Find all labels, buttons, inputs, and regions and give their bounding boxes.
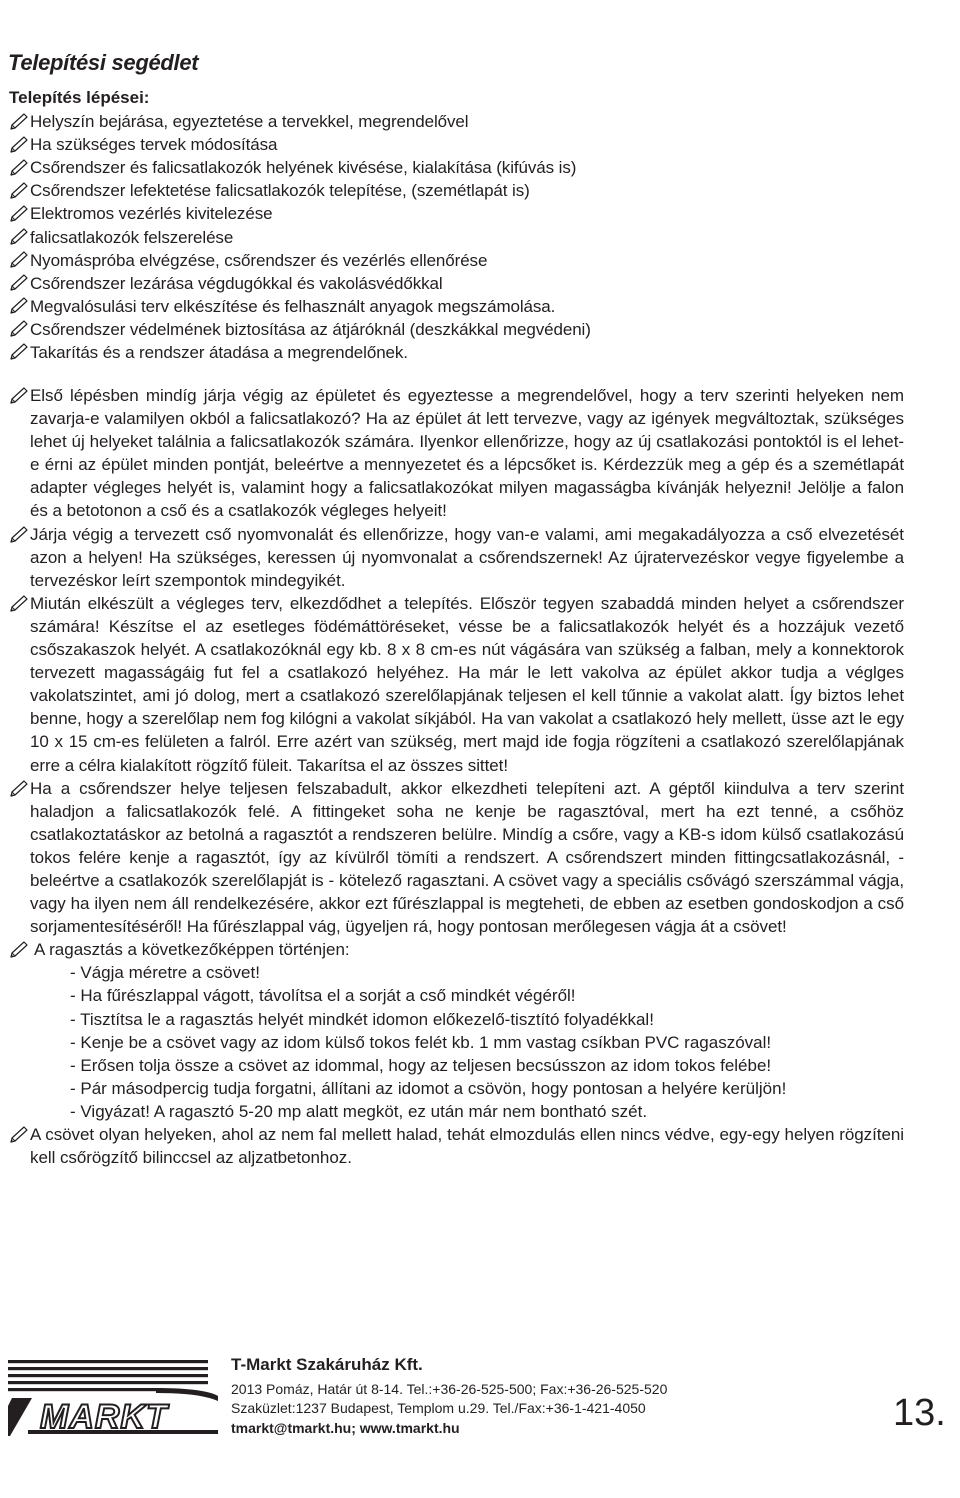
- pencil-icon: [9, 113, 30, 131]
- step-item: Csőrendszer lezárása végdugókkal és vakolásvédőkkal: [9, 272, 949, 295]
- paragraph-preparation: Miután elkészült a végleges terv, elkezdődhet a telepítés. Először tegyen szabaddá minden helyet a csőrendszer számára! Készítse el az esetleges födémáttöréseket, vésse be a falicsatlakozók helyét és a hozzájuk vezető csőszakaszok helyét. A csatlakozóknál egy kb. 8 x 8 cm-es nút vágására van szükség a falban, mely a konnektorok tervezett magasságáig fut fel a csatlakozó helyéhez. Ha már le lett vakolva az épület akkor tudja a véglges vakolatszintet, ami jó dolog, mert a csatlakozó szerelőlapjának teljesen el kell tűnnie a vakolat alatt. Így biztos lehet benne, hogy a szerelőlap nem fog kilógni a vakolat síkjából. Ha van vakolat a csatlakozó hely mellett, üsse azt le egy 10 x 15 cm-es felületen a falról. Erre azért van szükség, mert majd ide fogja rögzíteni a csatlakozó szerelőlapjának erre a célra kialakított rögzítő füleit. Takarítsa el az összes sittet!: [30, 592, 904, 777]
- page-title: Telepítési segédlet: [8, 50, 199, 75]
- step-item: Csőrendszer védelmének biztosítása az átjáróknál (deszkákkal megvédeni): [9, 318, 949, 341]
- step-item: Megvalósulási terv elkészítése és felhasznált anyagok megszámolása.: [9, 295, 949, 318]
- step-item: Nyomáspróba elvégzése, csőrendszer és vezérlés ellenőrése: [9, 249, 949, 272]
- company-name: T-Markt Szakáruház Kft.: [231, 1355, 423, 1374]
- paragraph-route: Járja végig a tervezett cső nyomvonalát és ellenőrizze, hogy van-e valami, ami megakadályozza a cső elvezetését azon a helyen! Ha szükséges, keressen új nyomvonalat a csőrendszernek! Az újratervezéskor vegye figyelembe a tervezéskor leírt szempontok mindegyikét.: [30, 523, 904, 592]
- paragraph-installation: Ha a csőrendszer helye teljesen felszabadult, akkor elkezdheti telepíteni azt. A géptől kiindulva a terv szerint haladjon a falicsatlakozók felé. A fittingeket soha ne kenje be ragasztóval, mert ha ezt tenné, a csőhöz csatlakoztatáskor az betolná a ragasztót a rendszeren belülre. Mindíg a csőre, vagy a KB-s idom külső csatlakozású tokos felére kenje a ragasztót, így az kívülről tömíti a rendszert. A csőrendszert minden fittingcsatlakozásnál, - beleértve a csatlakozók szerelőlapját is - kötelező ragasztani. A csövet vagy a speciális csővágó szerszámmal vágja, vagy ha ilyen nem áll rendelkezésére, akkor ezt fűrészlappal is megteheti, de ebben az esetben gondoskodjon a cső sorjamentesítéséről! Ha fűrészlappal vág, ügyeljen rá, hogy pontosan merőlegesen vágja át a csövet!: [30, 777, 904, 939]
- step-item: Ha szükséges tervek módosítása: [9, 133, 949, 156]
- step-item: Helyszín bejárása, egyeztetése a tervekkel, megrendelővel: [9, 110, 949, 133]
- contact-info: tmarkt@tmarkt.hu; www.tmarkt.hu: [231, 1420, 460, 1436]
- body-text: [30, 384, 904, 1169]
- gluing-heading: A ragasztás a következőképpen történjen:: [30, 938, 904, 961]
- step-item: Elektromos vezérlés kivitelezése: [9, 202, 949, 225]
- pencil-icon: [9, 205, 30, 223]
- gluing-item: - Ha fűrészlappal vágott, távolítsa el a sorját a cső mindkét végéről!: [70, 986, 576, 1006]
- pencil-icon: [9, 343, 30, 361]
- gluing-item: - Vágja méretre a csövet!: [70, 963, 260, 983]
- pencil-icon: [9, 228, 30, 246]
- pencil-icon: [9, 297, 30, 315]
- pencil-icon: [9, 780, 30, 798]
- pencil-icon: [9, 251, 30, 269]
- gluing-item: - Tisztítsa le a ragasztás helyét mindkét idomon előkezelő-tisztító folyadékkal!: [70, 1009, 654, 1029]
- step-item: Takarítás és a rendszer átadása a megrendelőnek.: [9, 341, 949, 364]
- tmarkt-logo: [8, 1358, 218, 1438]
- gluing-item: - Pár másodpercig tudja forgatni, állítani az idomot a csövön, hogy pontosan a helyére kerüljön!: [70, 1078, 787, 1098]
- pencil-icon: [9, 136, 30, 154]
- step-item: Csőrendszer lefektetése falicsatlakozók telepítése, (szemétlapát is): [9, 179, 949, 202]
- gluing-item: - Kenje be a csövet vagy az idom külső tokos felét kb. 1 mm vastag csíkban PVC ragaszóval!: [70, 1032, 772, 1052]
- pencil-icon: [9, 320, 30, 338]
- step-item: Csőrendszer és falicsatlakozók helyének kivésése, kialakítása (kifúvás is): [9, 156, 949, 179]
- gluing-item: - Vigyázat! A ragasztó 5-20 mp alatt megköt, ez után már nem bontható szét.: [70, 1101, 648, 1121]
- address-store: Szaküzlet:1237 Budapest, Templom u.29. Tel./Fax:+36-1-421-4050: [231, 1400, 646, 1416]
- footer: [0, 1350, 960, 1470]
- paragraph-survey: Első lépésben mindíg járja végig az épületet és egyeztesse a megrendelővel, hogy a terv szerinti helyeken nem zavarja-e valamilyen okból a falicsatlakozó? Ha az épület át lett tervezve, vagy az igények megváltoztak, szükséges lehet új helyeket találnia a falicsatlakozók számára. Ilyenkor ellenőrizze, hogy az új csatlakozási pontoktól is el lehet-e érni az épület minden pontját, beleértve a mennyezetet és a lépcsőket is. Kérdezzük meg a gép és a szemétlapát adapter végleges helyét is, valamint hogy a falicsatlakozókat milyen magasságba kívánják helyezni! Jelölje a falon és a betotonon a cső és a csatlakozók végleges helyeit!: [30, 384, 904, 523]
- pencil-icon: [9, 274, 30, 292]
- pencil-icon: [9, 182, 30, 200]
- gluing-item: - Erősen tolja össze a csövet az idommal, hogy az teljesen becsússzon az idom tokos felébe!: [70, 1055, 772, 1075]
- pencil-icon: [9, 941, 30, 959]
- page-number: 13.: [893, 1392, 946, 1434]
- pencil-icon: [9, 159, 30, 177]
- address-headquarters: 2013 Pomáz, Határ út 8-14. Tel.:+36-26-525-500; Fax:+36-26-525-520: [231, 1381, 668, 1397]
- pencil-icon: [9, 387, 30, 405]
- steps-list: [9, 110, 949, 364]
- pencil-icon: [9, 526, 30, 544]
- logo-wordmark: MARKT: [40, 1398, 168, 1436]
- step-item: falicsatlakozók felszerelése: [9, 225, 949, 248]
- pencil-icon: [9, 1126, 30, 1144]
- pencil-icon: [9, 595, 30, 613]
- paragraph-fixing: A csövet olyan helyeken, ahol az nem fal mellett halad, tehát elmozdulás ellen nincs védve, egy-egy helyen rögzíteni kell csőrögzítő bilinccsel az aljzatbetonhoz.: [30, 1123, 904, 1169]
- steps-heading: Telepítés lépései:: [9, 88, 150, 107]
